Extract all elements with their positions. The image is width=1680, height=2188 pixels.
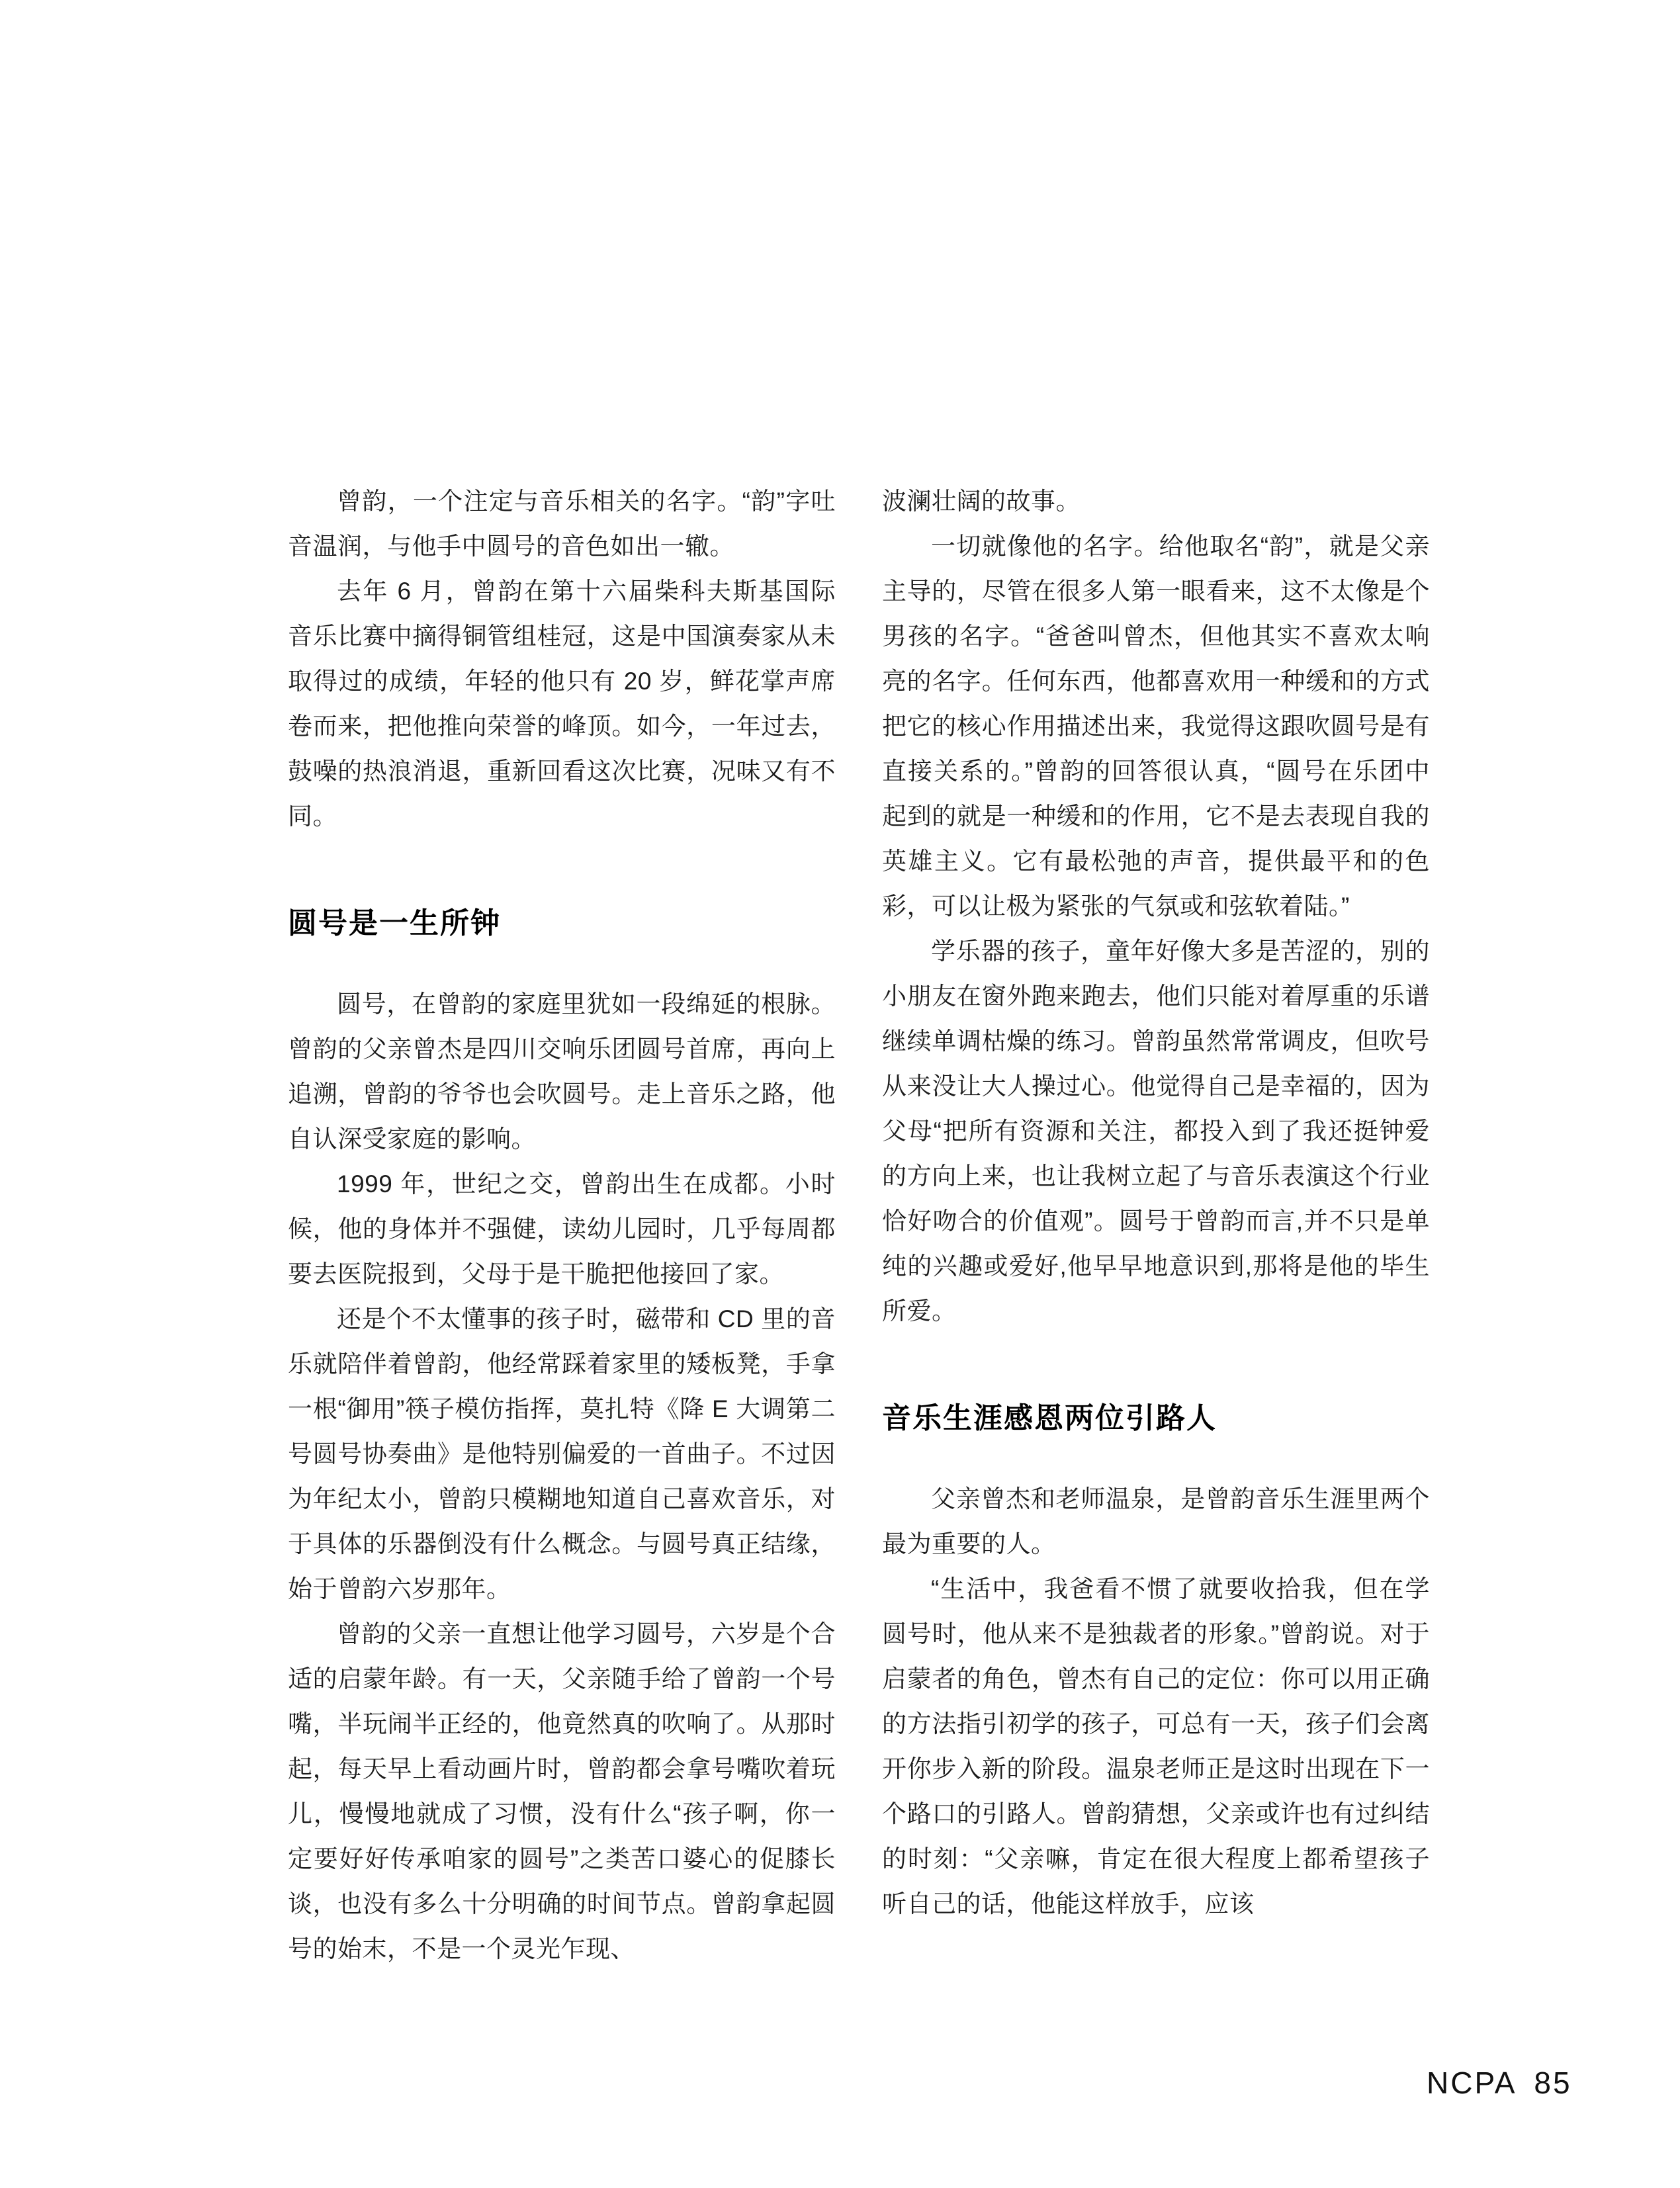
left-column xyxy=(288,479,836,1972)
body-paragraph: “生活中，我爸看不惯了就要收拾我，但在学圆号时，他从来不是独裁者的形象。”曾韵说。对于启蒙者的角色，曾杰有自己的定位：你可以用正确的方法指引初学的孩子，可总有一天，孩子们会离开你步入新的阶段。温泉老师正是这时出现在下一个路口的引路人。曾韵猜想，父亲或许也有过纠结的时刻：“父亲嘛，肯定在很大程度上都希望孩子听自己的话，他能这样放手，应该 xyxy=(882,1575,1430,1917)
body-paragraph: 圆号，在曾韵的家庭里犹如一段绵延的根脉。曾韵的父亲曾杰是四川交响乐团圆号首席，再向上追溯，曾韵的爷爷也会吹圆号。走上音乐之路，他自认深受家庭的影响。 xyxy=(288,990,836,1153)
body-paragraph: 波澜壮阔的故事。 xyxy=(882,488,1081,515)
body-paragraph: 去年 6 月，曾韵在第十六届柴科夫斯基国际音乐比赛中摘得铜管组桂冠，这是中国演奏家从未取得过的成绩，年轻的他只有 20 岁，鲜花掌声席卷而来，把他推向荣誉的峰顶。如今，一年过去，鼓噪的热浪消退，重新回看这次比赛，况味又有不同。 xyxy=(288,578,836,830)
section-heading: 音乐生涯感恩两位引路人 xyxy=(882,1402,1217,1434)
body-paragraph: 学乐器的孩子，童年好像大多是苦涩的，别的小朋友在窗外跑来跑去，他们只能对着厚重的乐谱继续单调枯燥的练习。曾韵虽然常常调皮，但吹号从来没让大人操过心。他觉得自己是幸福的，因为父母“把所有资源和关注，都投入到了我还挺钟爱的方向上来，也让我树立起了与音乐表演这个行业恰好吻合的价值观”。圆号于曾韵而言,并不只是单纯的兴趣或爱好,他早早地意识到,那将是他的毕生所爱。 xyxy=(882,938,1430,1325)
body-paragraph: 曾韵的父亲一直想让他学习圆号，六岁是个合适的启蒙年龄。有一天，父亲随手给了曾韵一个号嘴，半玩闹半正经的，他竟然真的吹响了。从那时起，每天早上看动画片时，曾韵都会拿号嘴吹着玩儿，慢慢地就成了习惯，没有什么“孩子啊，你一定要好好传承咱家的圆号”之类苦口婆心的促膝长谈，也没有多么十分明确的时间节点。曾韵拿起圆号的始末，不是一个灵光乍现、 xyxy=(288,1620,836,1962)
body-paragraph: 一切就像他的名字。给他取名“韵”，就是父亲主导的，尽管在很多人第一眼看来，这不太像是个男孩的名字。“爸爸叫曾杰，但他其实不喜欢太响亮的名字。任何东西，他都喜欢用一种缓和的方式把它的核心作用描述出来，我觉得这跟吹圆号是有直接关系的。”曾韵的回答很认真，“圆号在乐团中起到的就是一种缓和的作用，它不是去表现自我的英雄主义。它有最松弛的声音，提供最平和的色彩，可以让极为紧张的气氛或和弦软着陆。” xyxy=(882,533,1430,920)
body-paragraph: 曾韵，一个注定与音乐相关的名字。“韵”字吐音温润，与他手中圆号的音色如出一辙。 xyxy=(288,488,836,560)
section-heading: 圆号是一生所钟 xyxy=(288,907,501,940)
body-paragraph: 父亲曾杰和老师温泉，是曾韵音乐生涯里两个最为重要的人。 xyxy=(882,1485,1430,1557)
body-paragraph: 1999 年，世纪之交，曾韵出生在成都。小时候，他的身体并不强健，读幼儿园时，几乎每周都要去医院报到，父母于是干脆把他接回了家。 xyxy=(288,1170,836,1288)
footer-brand: NCPA xyxy=(1427,2066,1517,2100)
body-paragraph: 还是个不太懂事的孩子时，磁带和 CD 里的音乐就陪伴着曾韵，他经常踩着家里的矮板凳，手拿一根“御用”筷子模仿指挥，莫扎特《降 E 大调第二号圆号协奏曲》是他特别偏爱的一首曲子。不过因为年纪太小，曾韵只模糊地知道自己喜欢音乐，对于具体的乐器倒没有什么概念。与圆号真正结缘，始于曾韵六岁那年。 xyxy=(288,1305,836,1602)
page-footer xyxy=(1427,2066,1572,2100)
footer-page-number: 85 xyxy=(1534,2066,1572,2100)
right-column xyxy=(882,479,1430,1927)
